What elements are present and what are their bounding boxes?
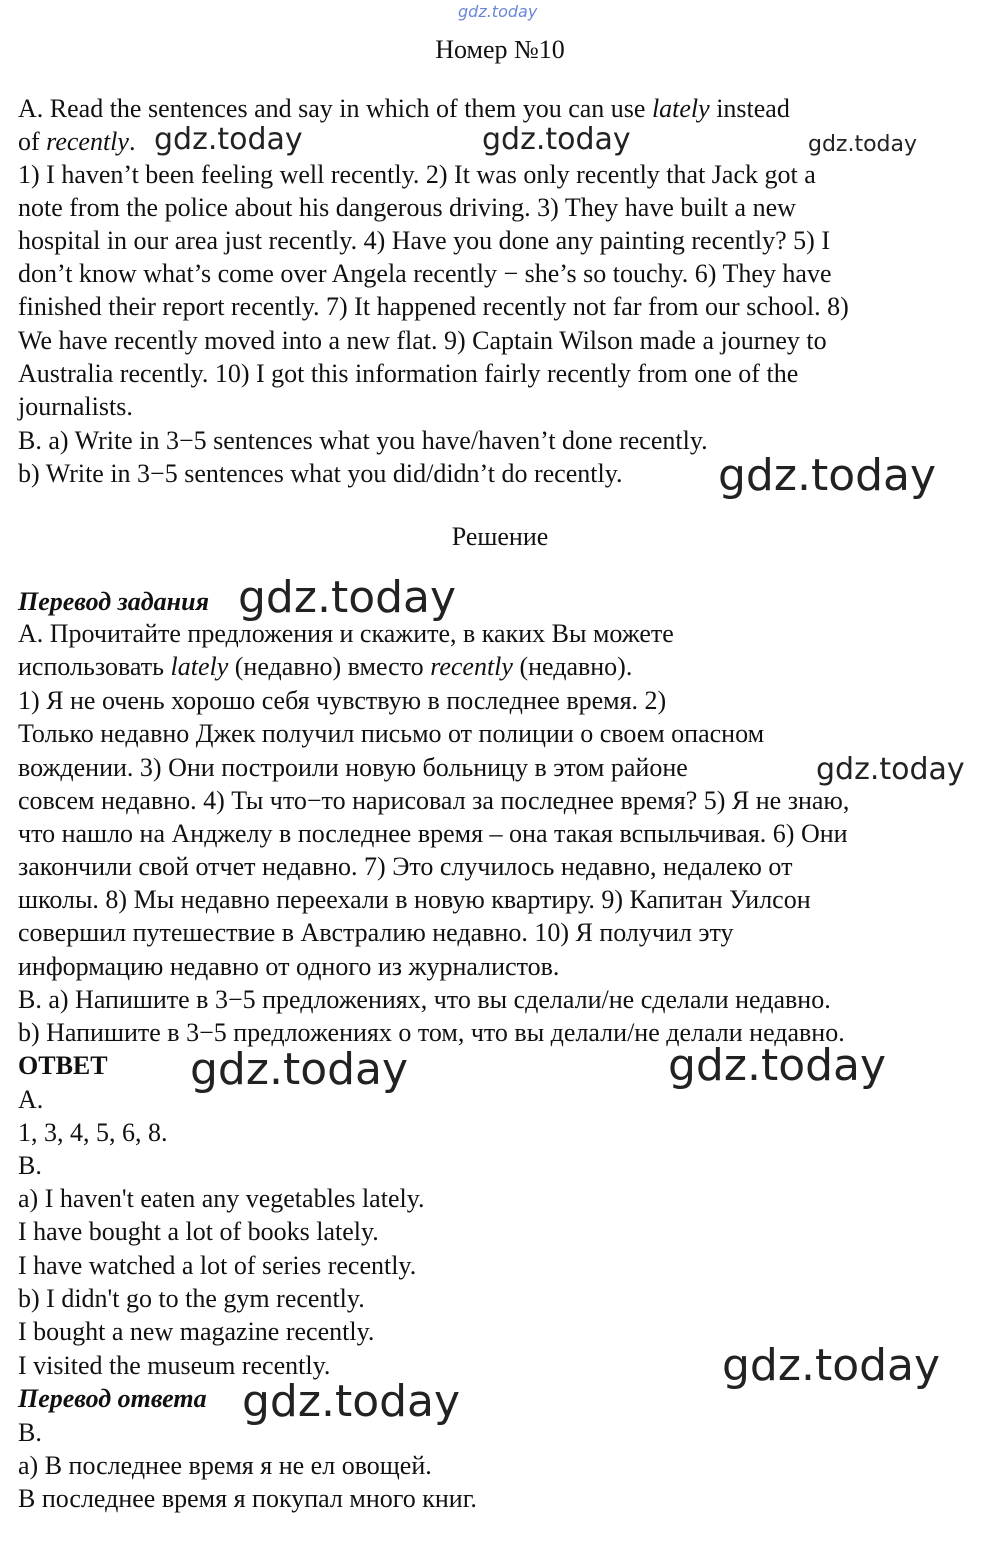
- translation-heading: Перевод задания: [18, 587, 209, 616]
- answer-line: b) I didn't go to the gym recently.: [18, 1284, 365, 1313]
- translation-line: закончили свой отчет недавно. 7) Это случилось недавно, недалеко от: [18, 852, 793, 881]
- task-line: note from the police about his dangerous driving. 3) They have built a new: [18, 193, 796, 222]
- task-line: We have recently moved into a new flat. 9) Captain Wilson made a journey to: [18, 326, 827, 355]
- translation-line: совсем недавно. 4) Ты что−то нарисовал за последнее время? 5) Я не знаю,: [18, 786, 850, 815]
- watermark: gdz.today: [154, 122, 303, 157]
- translation-line: что нашло на Анджелу в последнее время – она такая вспыльчивая. 6) Они: [18, 819, 848, 848]
- answer-translation-line: В последнее время я покупал много книг.: [18, 1484, 477, 1513]
- answer-line: I bought a new magazine recently.: [18, 1317, 375, 1346]
- translation-line: вождении. 3) Они построили новую больницу в этом районе: [18, 753, 688, 782]
- watermark: gdz.today: [238, 572, 457, 623]
- answer-line: I have bought a lot of books lately.: [18, 1217, 379, 1246]
- watermark: gdz.today: [722, 1340, 941, 1391]
- watermark: gdz.today: [718, 450, 937, 501]
- translation-line: школы. 8) Мы недавно переехали в новую квартиру. 9) Капитан Уилсон: [18, 885, 811, 914]
- answer-line: A.: [18, 1085, 44, 1114]
- translation-line: В. a) Напишите в 3−5 предложениях, что вы сделали/не сделали недавно.: [18, 985, 831, 1014]
- watermark: gdz.today: [242, 1376, 461, 1427]
- solution-heading: Решение: [451, 522, 549, 551]
- translation-line: b) Напишите в 3−5 предложениях о том, что вы делали/не делали недавно.: [18, 1018, 845, 1047]
- answer-line: a) I haven't eaten any vegetables lately.: [18, 1184, 425, 1213]
- translation-line: использовать lately (недавно) вместо recently (недавно).: [18, 652, 633, 681]
- watermark-top: gdz.today: [458, 2, 538, 21]
- answer-heading: ОТВЕТ: [18, 1051, 108, 1080]
- watermark: gdz.today: [190, 1044, 409, 1095]
- task-line: Australia recently. 10) I got this information fairly recently from one of the: [18, 359, 799, 388]
- task-line: 1) I haven’t been feeling well recently. 2) It was only recently that Jack got a: [18, 160, 816, 189]
- translation-line: совершил путешествие в Австралию недавно. 10) Я получил эту: [18, 918, 734, 947]
- watermark: gdz.today: [808, 132, 918, 157]
- answer-line: B.: [18, 1151, 42, 1180]
- page-title: Номер №10: [435, 35, 565, 64]
- answer-line: I have watched a lot of series recently.: [18, 1251, 417, 1280]
- answer-translation-line: а) В последнее время я не ел овощей.: [18, 1451, 432, 1480]
- translation-line: А. Прочитайте предложения и скажите, в каких Вы можете: [18, 619, 674, 648]
- watermark: gdz.today: [816, 752, 965, 787]
- task-line: don’t know what’s come over Angela recently − she’s so touchy. 6) They have: [18, 259, 832, 288]
- task-line: journalists.: [18, 392, 133, 421]
- task-a-line-1: A. Read the sentences and say in which of them you can use lately instead: [18, 94, 790, 123]
- watermark: gdz.today: [482, 122, 631, 157]
- watermark: gdz.today: [668, 1040, 887, 1091]
- task-line: B. a) Write in 3−5 sentences what you have/haven’t done recently.: [18, 426, 708, 455]
- answer-translation-line: B.: [18, 1418, 42, 1447]
- translation-line: Только недавно Джек получил письмо от полиции о своем опасном: [18, 719, 765, 748]
- task-line: finished their report recently. 7) It happened recently not far from our school. 8): [18, 292, 849, 321]
- translation-line: информацию недавно от одного из журналистов.: [18, 952, 560, 981]
- task-a-line-2: of recently.: [18, 127, 136, 156]
- answer-translation-heading: Перевод ответа: [18, 1384, 207, 1413]
- task-line: hospital in our area just recently. 4) Have you done any painting recently? 5) I: [18, 226, 830, 255]
- translation-line: 1) Я не очень хорошо себя чувствую в последнее время. 2): [18, 686, 667, 715]
- task-line: b) Write in 3−5 sentences what you did/didn’t do recently.: [18, 459, 623, 488]
- answer-line: I visited the museum recently.: [18, 1351, 331, 1380]
- answer-line: 1, 3, 4, 5, 6, 8.: [18, 1118, 168, 1147]
